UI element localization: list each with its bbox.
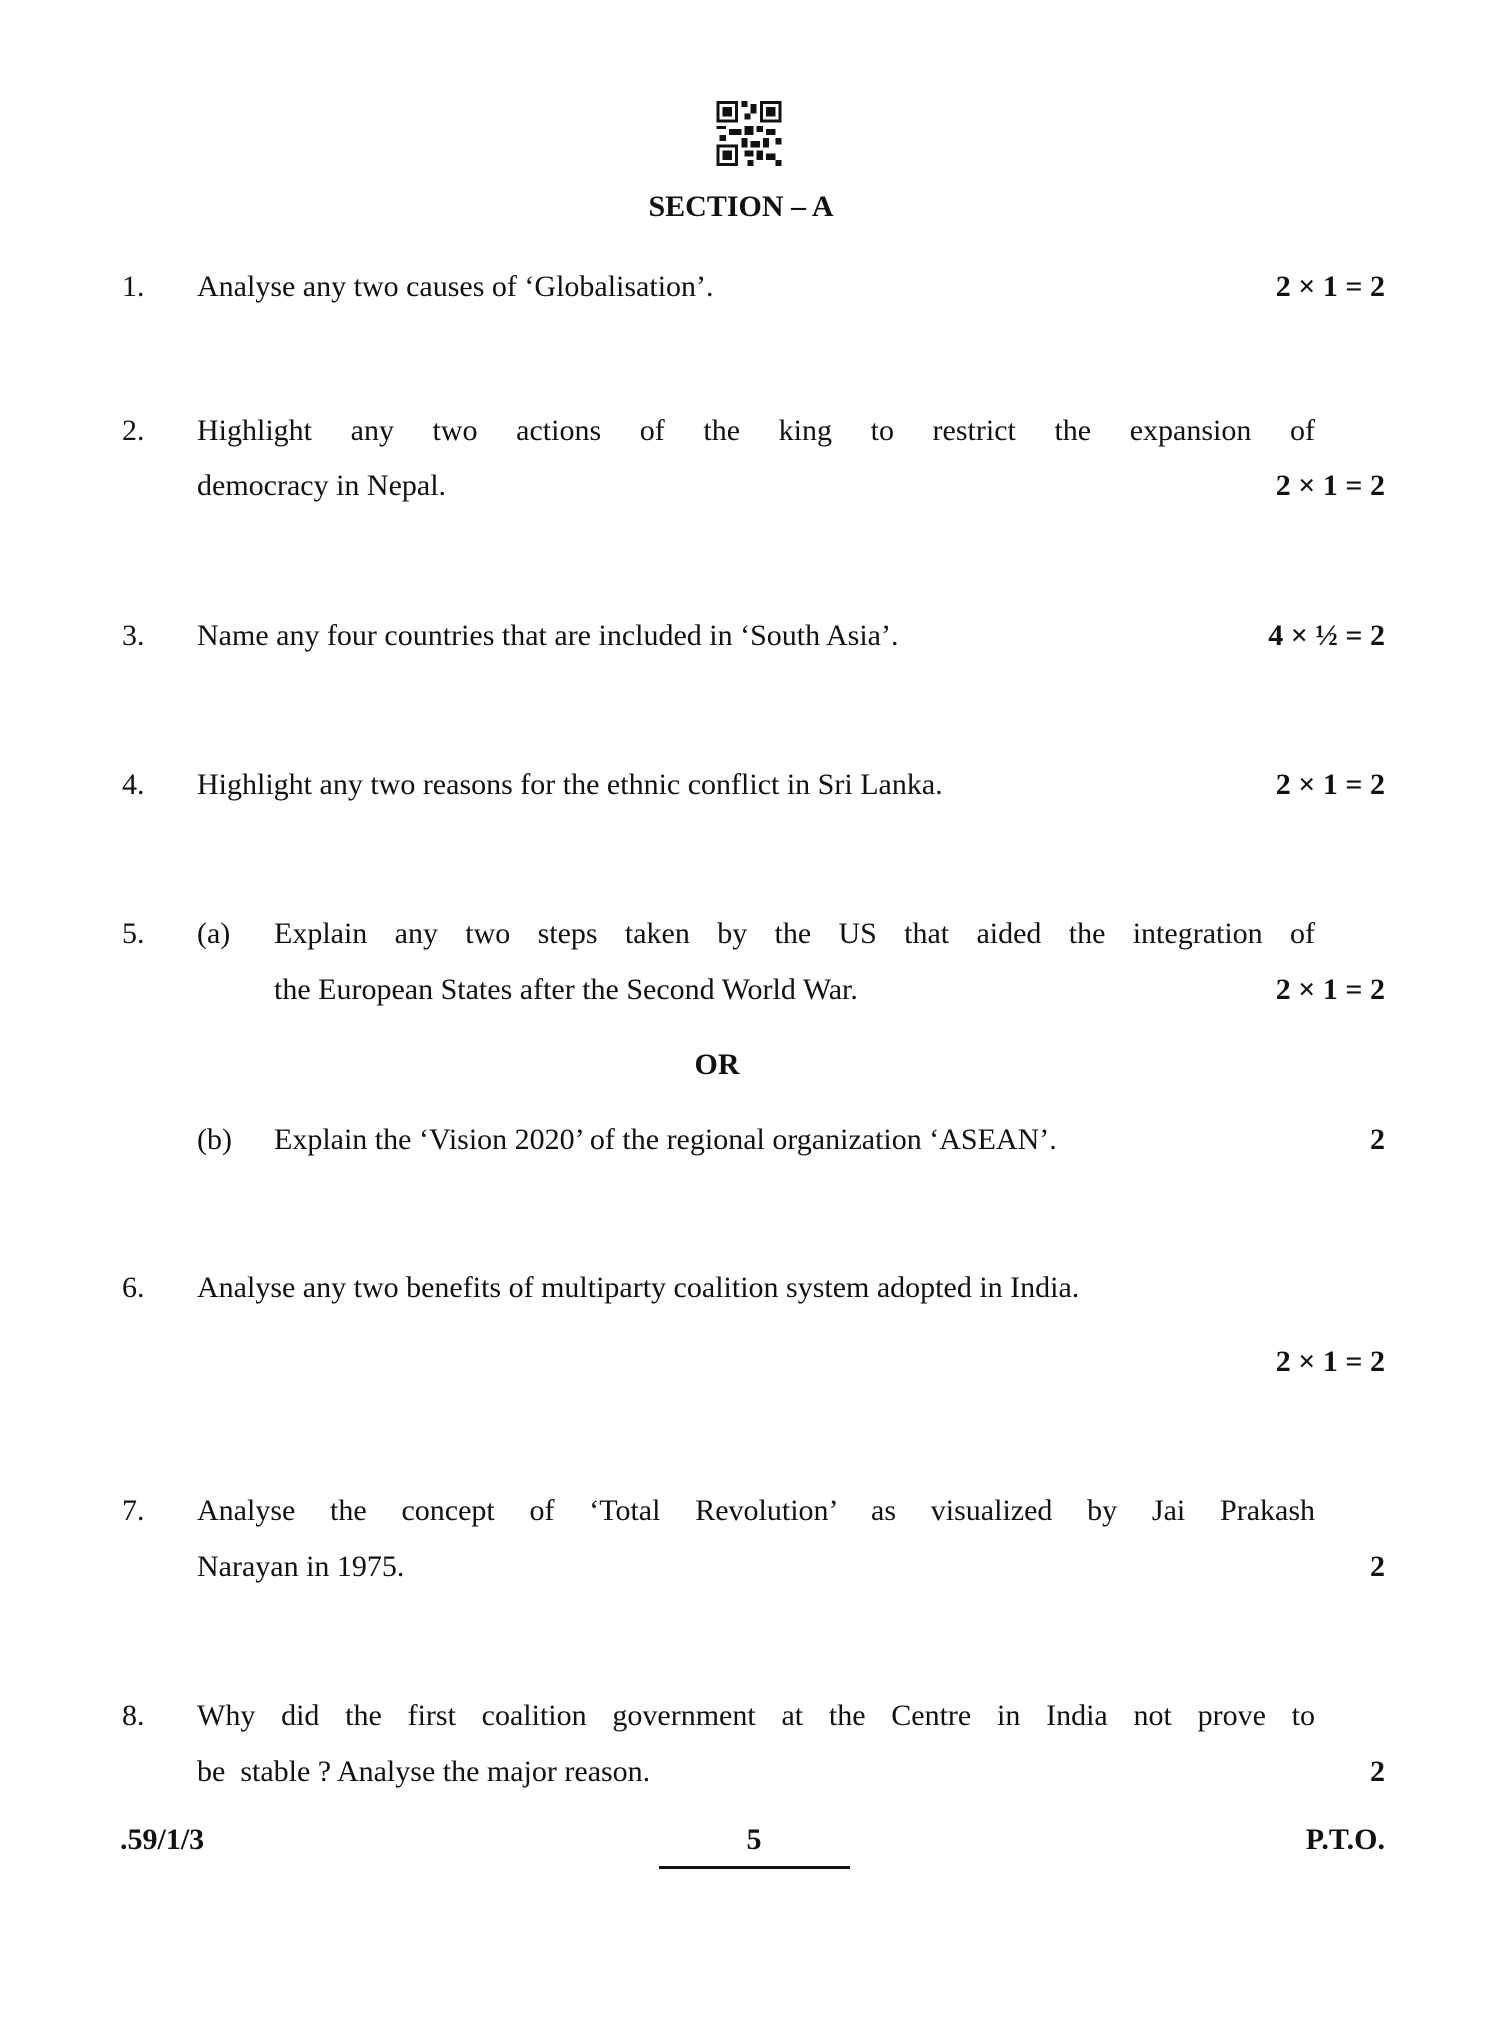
- question-number: 4.: [122, 768, 145, 801]
- question-number: 6.: [122, 1271, 145, 1304]
- section-title: SECTION – A: [648, 190, 834, 223]
- question-text: democracy in Nepal.: [197, 469, 447, 502]
- option-a-marks: 2 × 1 = 2: [1275, 973, 1385, 1006]
- question-text: Analyse any two causes of ‘Globalisation’.: [197, 270, 714, 303]
- question-text: be stable ? Analyse the major reason.: [197, 1755, 651, 1788]
- question-marks: 2 × 1 = 2: [1275, 1345, 1385, 1378]
- option-a-label: (a): [197, 917, 231, 950]
- question-text: Narayan in 1975.: [197, 1550, 405, 1583]
- option-a-text: Explain any two steps taken by the US that aided the integration of: [274, 917, 1315, 950]
- page-number: 5: [746, 1823, 762, 1856]
- option-b-marks: 2: [1370, 1123, 1385, 1156]
- question-number: 3.: [122, 619, 145, 652]
- question-text: Highlight any two actions of the king to restrict the expansion of: [197, 414, 1315, 447]
- option-a-text: the European States after the Second World War.: [274, 973, 858, 1006]
- question-marks: 2 × 1 = 2: [1275, 270, 1385, 303]
- option-b-text: Explain the ‘Vision 2020’ of the regional organization ‘ASEAN’.: [274, 1123, 1057, 1156]
- page-number-underline: [659, 1866, 850, 1869]
- pto-label: P.T.O.: [1305, 1823, 1385, 1856]
- question-marks: 2 × 1 = 2: [1275, 768, 1385, 801]
- paper-code: .59/1/3: [120, 1823, 205, 1856]
- option-b-label: (b): [197, 1123, 232, 1156]
- question-number: 2.: [122, 414, 145, 447]
- question-marks: 2: [1370, 1755, 1385, 1788]
- question-number: 8.: [122, 1699, 145, 1732]
- question-marks: 4 × ½ = 2: [1268, 619, 1385, 652]
- question-number: 7.: [122, 1494, 145, 1527]
- question-text: Analyse the concept of ‘Total Revolution’ as visualized by Jai Prakash: [197, 1494, 1315, 1527]
- question-marks: 2: [1370, 1550, 1385, 1583]
- or-separator: OR: [694, 1048, 740, 1081]
- question-text: Name any four countries that are included in ‘South Asia’.: [197, 619, 899, 652]
- question-text: Analyse any two benefits of multiparty coalition system adopted in India.: [197, 1271, 1080, 1304]
- qr-code: [716, 101, 782, 166]
- question-number: 1.: [122, 270, 145, 303]
- question-number: 5.: [122, 917, 145, 950]
- question-marks: 2 × 1 = 2: [1275, 469, 1385, 502]
- question-text: Why did the first coalition government at the Centre in India not prove to: [197, 1699, 1315, 1732]
- question-text: Highlight any two reasons for the ethnic conflict in Sri Lanka.: [197, 768, 943, 801]
